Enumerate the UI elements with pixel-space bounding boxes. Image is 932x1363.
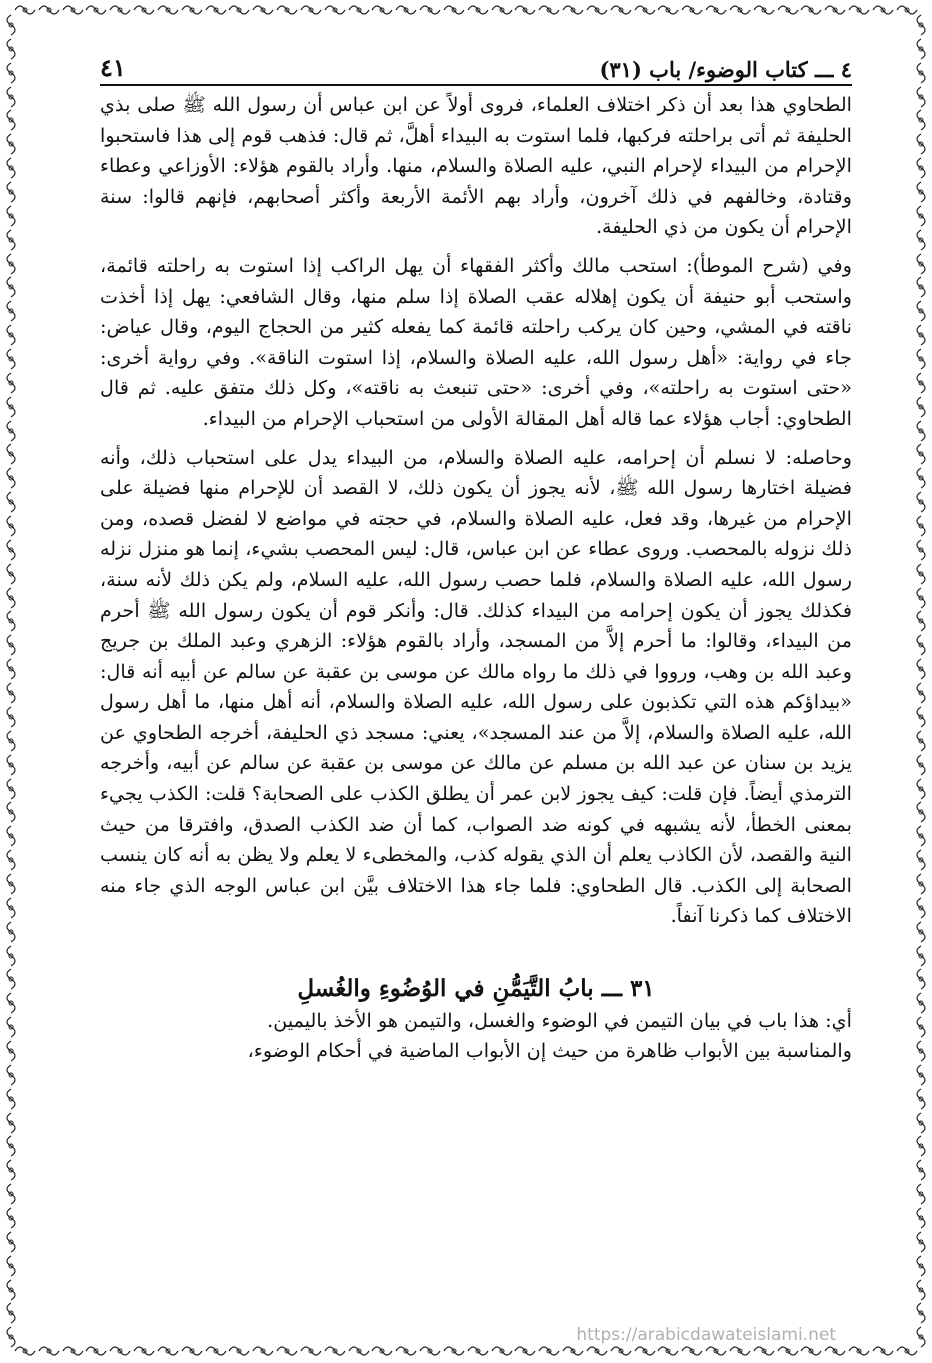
border-ornament [2,515,20,537]
border-ornament [276,1,298,19]
border-ornament [538,1342,560,1360]
border-ornament [2,372,20,394]
border-ornament [912,229,930,251]
border-ornament [912,491,930,513]
border-ornament [2,133,20,155]
border-ornament [912,348,930,370]
paragraph: وحاصله: لا نسلم أن إحرامه، عليه الصلاة والسلام، من البيداء يدل على استحباب ذلك، وأنه فضيلة اختارها رسول الله ﷺ، لأنه يجوز أن يكون ذلك، لا القصد أن للإحرام منها فضيلة على الإحرام من غيرها، وقد فعل، عليه الصلاة والسلام، في حجته في مواضع لا لفضل قصده، ومن ذلك نزوله بالمحصب. وروى عطاء عن ابن عباس، قال: ليس المحصب بشيء، إنما هو منزل نزله رسول الله، عليه الصلاة والسلام، فلما حصب رسول الله، عليه السلام، ولم يكن ذلك لأنه سنة، فكذلك يجوز أن يكون إحرامه من البيداء كذلك. قال: وأنكر قوم أن يكون رسول الله ﷺ أحرم من البيداء، وقالوا: ما أحرم إلاَّ من المسجد، وأراد بالقوم هؤلاء: الزهري وعبد الملك بن جريج وعبد الله بن وهب، ورووا في ذلك ما رواه مالك عن موسى بن عقبة عن سالم عن أبيه أنه قال: «بيداؤكم هذه التي تكذبون على رسول الله، عليه الصلاة والسلام، أنه أهل منها، ما أهل رسول الله، عليه الصلاة والسلام، إلاَّ من عند المسجد»، يعني: مسجد ذي الحليفة، أخرجه الطحاوي عن يزيد بن سنان عن عبد الله بن مسلم عن مالك عن موسى بن عقبة عن سالم عن أبيه، وأخرجه الترمذي أيضاً. فإن قلت: كيف يجوز لابن عمر أن يطلق الكذب على الصحابة؟ قلت: الكذب يجيء بمعنى الخطأ، لأنه يشبهه في كونه ضد الصواب، كما أن ضد الكذب الصدق، وافترقا من حيث النية والقصد، لأن الكاذب يعلم أن الذي يقوله كذب، والمخطىء لا يعلم ولا يظن به أنه كان ينسب الصحابة إلى الكذب. قال الطحاوي: فلما جاء هذا الاختلاف بيَّن ابن عباس الوجه الذي جاء منه الاختلاف كما ذكرنا آنفاً. [100,445,852,928]
border-ornament [2,658,20,680]
border-ornament [912,324,930,346]
border-ornament [2,992,20,1014]
border-ornament [912,1135,930,1157]
border-ornament [2,634,20,656]
border-ornament [2,276,20,298]
border-ornament [2,968,20,990]
border-ornament [912,443,930,465]
border-ornament [2,945,20,967]
border-ornament [2,706,20,728]
border-ornament [109,1342,131,1360]
border-ornament [912,849,930,871]
border-ornament [912,515,930,537]
border-ornament [872,1342,894,1360]
border-ornament [300,1342,322,1360]
border-ornament [419,1,441,19]
border-ornament [912,587,930,609]
border-ornament [2,467,20,489]
border-ornament [2,1279,20,1301]
paragraph: وفي (شرح الموطأ): استحب مالك وأكثر الفقهاء أن يهل الراكب إذا استوت به راحلته قائمة، واستحب أبو حنيفة أن يكون إهلاله عقب الصلاة إذا سلم منها، وقال الشافعي: يهل إذا أخذت ناقته في المشي، وحين كان يركب راحلته قائمة كما يفعله كثير من الحجاج اليوم، وقال عياض: جاء في رواية: «أهل رسول الله، عليه الصلاة والسلام، إذا استوت الناقة». وفي رواية أخرى: «حتى استوت به راحلته»، وفي أخرى: «حتى تنبعث به ناقته»، وكل ذلك متفق عليه. ثم قال الطحاوي: أجاب هؤلاء عما قاله أهل المقالة الأولى من استحباب الإحرام من البيداء. [100,253,852,430]
border-ornament [2,324,20,346]
border-ornament [2,563,20,585]
ornamental-border-top [14,0,918,20]
border-ornament [2,1255,20,1277]
chapter-paragraph: والمناسبة بين الأبواب ظاهرة من حيث إن الأبواب الماضية في أحكام الوضوء، [247,1039,852,1063]
border-ornament [2,14,20,36]
border-ornament [777,1,799,19]
border-ornament [912,801,930,823]
border-ornament [912,873,930,895]
border-ornament [85,1,107,19]
border-ornament [348,1,370,19]
border-ornament [2,539,20,561]
watermark-url: https://arabicdawateislami.net [572,1325,840,1345]
paragraph: الطحاوي هذا بعد أن ذكر اختلاف العلماء، فروى أولاً عن ابن عباس أن رسول الله ﷺ صلى بذي الحليفة ثم أتى براحلته فركبها، فلما استوت به البيداء أهلَّ، ثم قال: فذهب قوم إلى هذا فاستحبوا الإحرام من البيداء لإحرام النبي، عليه الصلاة والسلام، منها. وأراد بالقوم هؤلاء: الأوزاعي وعطاء وقتادة، وخالفهم في ذلك آخرون، وأراد بهم الأئمة الأربعة وأكثر أصحابهم، فإنهم قالوا: سنة الإحرام أن يكون من ذي الحليفة. [100,93,852,239]
border-ornament [491,1,513,19]
border-ornament [912,1088,930,1110]
border-ornament [2,62,20,84]
border-ornament [912,86,930,108]
border-ornament [610,1,632,19]
border-ornament [912,157,930,179]
border-ornament [491,1342,513,1360]
border-ornament [371,1342,393,1360]
border-ornament [848,1,870,19]
border-ornament [2,443,20,465]
border-ornament [109,1,131,19]
page-content [100,48,852,1303]
border-ornament [276,1342,298,1360]
border-ornament [912,1183,930,1205]
border-ornament [824,1,846,19]
border-ornament [912,276,930,298]
border-ornament [300,1,322,19]
border-ornament [634,1,656,19]
border-ornament [912,1016,930,1038]
border-ornament [133,1342,155,1360]
border-ornament [912,1326,930,1348]
border-ornament [181,1,203,19]
border-ornament [2,109,20,131]
border-ornament [2,300,20,322]
header-title: ٤ ـــ كتاب الوضوء/ باب (٣١) [599,57,852,82]
border-ornament [912,992,930,1014]
border-ornament [912,825,930,847]
border-ornament [395,1342,417,1360]
ornamental-border-left [0,14,22,1349]
border-ornament [2,1016,20,1038]
border-ornament [2,897,20,919]
border-ornament [912,1207,930,1229]
border-ornament [514,1,536,19]
border-ornament [848,1342,870,1360]
border-ornament [912,897,930,919]
border-ornament [62,1,84,19]
border-ornament [2,921,20,943]
border-ornament [912,682,930,704]
border-ornament [2,587,20,609]
border-ornament [133,1,155,19]
border-ornament [228,1342,250,1360]
border-ornament [2,1183,20,1205]
border-ornament [157,1342,179,1360]
border-ornament [912,1302,930,1324]
border-ornament [2,181,20,203]
border-ornament [912,754,930,776]
border-ornament [38,1342,60,1360]
border-ornament [912,563,930,585]
border-ornament [912,610,930,632]
border-ornament [252,1,274,19]
border-ornament [2,1135,20,1157]
border-ornament [324,1342,346,1360]
page-header [100,48,852,86]
ornamental-border-right [910,14,932,1349]
border-ornament [912,372,930,394]
page-number: ٤١ [100,53,126,82]
border-ornament [467,1,489,19]
border-ornament [62,1342,84,1360]
border-ornament [586,1,608,19]
border-ornament [912,181,930,203]
border-ornament [85,1342,107,1360]
border-ornament [912,658,930,680]
border-ornament [2,849,20,871]
border-ornament [2,1112,20,1134]
border-ornament [2,396,20,418]
border-ornament [205,1,227,19]
border-ornament [912,205,930,227]
border-ornament [753,1,775,19]
border-ornament [324,1,346,19]
border-ornament [562,1,584,19]
border-ornament [2,801,20,823]
border-ornament [2,348,20,370]
border-ornament [705,1,727,19]
border-ornament [912,1040,930,1062]
border-ornament [912,1112,930,1134]
border-ornament [912,14,930,36]
border-ornament [800,1,822,19]
border-ornament [912,1064,930,1086]
border-ornament [467,1342,489,1360]
border-ornament [252,1342,274,1360]
border-ornament [2,229,20,251]
border-ornament [2,873,20,895]
border-ornament [912,109,930,131]
border-ornament [2,778,20,800]
border-ornament [912,300,930,322]
border-ornament [912,706,930,728]
border-ornament [912,1231,930,1253]
border-ornament [2,682,20,704]
border-ornament [912,945,930,967]
border-ornament [912,730,930,752]
border-ornament [2,1159,20,1181]
border-ornament [395,1,417,19]
chapter-heading: ٣١ ـــ بابُ التَّيَمُّنِ في الوُضُوءِ والغُسلِ [297,975,655,1003]
border-ornament [912,634,930,656]
border-ornament [2,1231,20,1253]
border-ornament [348,1342,370,1360]
chapter-paragraph: أي: هذا باب في بيان التيمن في الوضوء والغسل، والتيمن هو الأخذ باليمين. [267,1009,852,1033]
border-ornament [2,754,20,776]
border-ornament [912,778,930,800]
border-ornament [912,133,930,155]
border-ornament [912,62,930,84]
border-ornament [443,1342,465,1360]
border-ornament [912,1159,930,1181]
border-ornament [912,1279,930,1301]
border-ornament [2,157,20,179]
border-ornament [2,825,20,847]
border-ornament [681,1,703,19]
border-ornament [657,1,679,19]
border-ornament [2,38,20,60]
border-ornament [538,1,560,19]
border-ornament [912,968,930,990]
border-ornament [419,1342,441,1360]
border-ornament [912,396,930,418]
border-ornament [2,420,20,442]
border-ornament [2,1088,20,1110]
border-ornament [228,1,250,19]
border-ornament [2,86,20,108]
border-ornament [2,1302,20,1324]
border-ornament [912,539,930,561]
border-ornament [2,730,20,752]
border-ornament [443,1,465,19]
border-ornament [2,610,20,632]
border-ornament [729,1,751,19]
border-ornament [912,1255,930,1277]
border-ornament [371,1,393,19]
border-ornament [2,1326,20,1348]
border-ornament [912,253,930,275]
border-ornament [912,420,930,442]
border-ornament [157,1,179,19]
border-ornament [2,491,20,513]
border-ornament [2,205,20,227]
border-ornament [2,1040,20,1062]
border-ornament [2,1064,20,1086]
border-ornament [912,921,930,943]
border-ornament [912,467,930,489]
border-ornament [38,1,60,19]
border-ornament [205,1342,227,1360]
border-ornament [514,1342,536,1360]
border-ornament [2,1207,20,1229]
border-ornament [872,1,894,19]
border-ornament [2,253,20,275]
border-ornament [181,1342,203,1360]
border-ornament [912,38,930,60]
